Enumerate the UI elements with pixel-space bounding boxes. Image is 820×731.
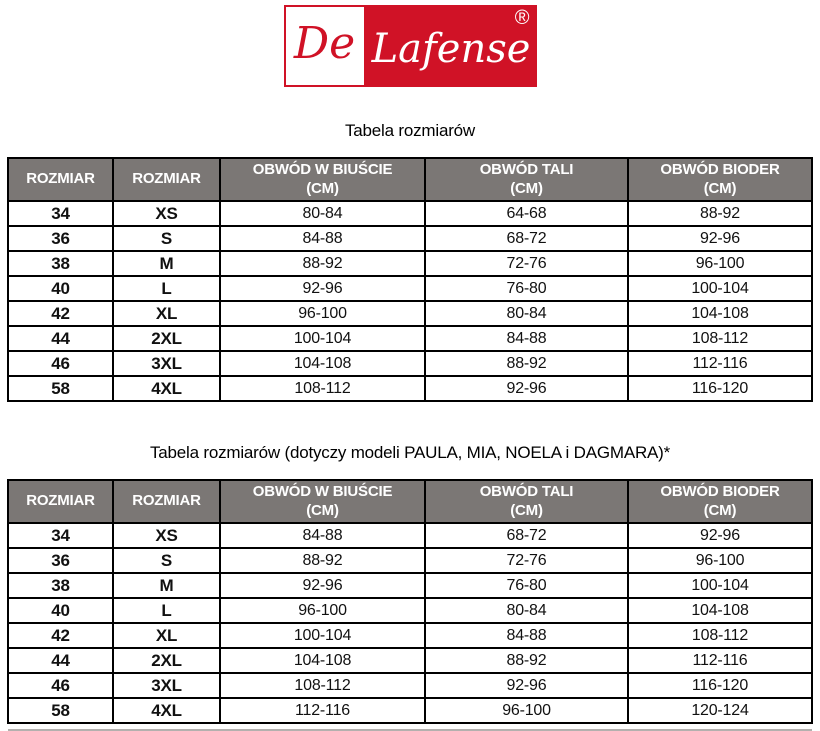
table-row — [8, 623, 812, 648]
table-1-header-row — [8, 158, 812, 201]
size-eu-cell: 38 — [8, 573, 113, 598]
hips-cell: 88-92 — [628, 201, 812, 226]
col-header-waist: OBWÓD TALI (CM) — [425, 480, 628, 523]
size-eu-cell: 44 — [8, 648, 113, 673]
size-intl-cell: 4XL — [113, 698, 220, 723]
size-intl-cell: L — [113, 598, 220, 623]
size-eu-cell: 42 — [8, 301, 113, 326]
bust-cell: 96-100 — [220, 301, 425, 326]
hips-cell: 96-100 — [628, 548, 812, 573]
col-header-rozmiar-intl: ROZMIAR — [113, 480, 220, 523]
size-intl-cell: L — [113, 276, 220, 301]
table-row — [8, 523, 812, 548]
bust-cell: 104-108 — [220, 648, 425, 673]
col-header-bust: OBWÓD W BIUŚCIE (CM) — [220, 480, 425, 523]
waist-cell: 76-80 — [425, 276, 628, 301]
bust-cell: 112-116 — [220, 698, 425, 723]
size-eu-cell: 58 — [8, 376, 113, 401]
size-table-1 — [7, 157, 813, 402]
hips-cell: 108-112 — [628, 326, 812, 351]
table-row — [8, 251, 812, 276]
bust-cell: 92-96 — [220, 276, 425, 301]
table-row — [8, 673, 812, 698]
registered-trademark-icon: ® — [514, 7, 530, 29]
col-header-bust: OBWÓD W BIUŚCIE (CM) — [220, 158, 425, 201]
size-eu-cell: 40 — [8, 276, 113, 301]
table-row — [8, 698, 812, 723]
table-1-title: Tabela rozmiarów — [344, 121, 476, 140]
bust-cell: 84-88 — [220, 226, 425, 251]
waist-cell: 64-68 — [425, 201, 628, 226]
waist-cell: 72-76 — [425, 251, 628, 276]
size-eu-cell: 34 — [8, 523, 113, 548]
hips-cell: 104-108 — [628, 598, 812, 623]
waist-cell: 68-72 — [425, 226, 628, 251]
logo-lafense-box — [366, 5, 537, 87]
size-eu-cell: 36 — [8, 226, 113, 251]
table-row — [8, 376, 812, 401]
size-intl-cell: XL — [113, 623, 220, 648]
size-eu-cell: 40 — [8, 598, 113, 623]
size-eu-cell: 34 — [8, 201, 113, 226]
table-row — [8, 301, 812, 326]
col-header-rozmiar-eu: ROZMIAR — [8, 480, 113, 523]
hips-cell: 92-96 — [628, 226, 812, 251]
table-row — [8, 226, 812, 251]
size-intl-cell: M — [113, 573, 220, 598]
waist-cell: 88-92 — [425, 351, 628, 376]
hips-cell: 100-104 — [628, 573, 812, 598]
size-eu-cell: 38 — [8, 251, 113, 276]
waist-cell: 96-100 — [425, 698, 628, 723]
table-row — [8, 276, 812, 301]
table-row — [8, 351, 812, 376]
brand-logo — [284, 5, 537, 87]
size-eu-cell: 58 — [8, 698, 113, 723]
hips-cell: 104-108 — [628, 301, 812, 326]
hips-cell: 92-96 — [628, 523, 812, 548]
size-intl-cell: M — [113, 251, 220, 276]
size-table-2 — [7, 479, 813, 724]
table-row — [8, 648, 812, 673]
size-intl-cell: 3XL — [113, 673, 220, 698]
size-intl-cell: S — [113, 548, 220, 573]
col-header-rozmiar-eu: ROZMIAR — [8, 158, 113, 201]
size-intl-cell: XS — [113, 201, 220, 226]
waist-cell: 84-88 — [425, 326, 628, 351]
waist-cell: 80-84 — [425, 301, 628, 326]
waist-cell: 88-92 — [425, 648, 628, 673]
size-intl-cell: 2XL — [113, 648, 220, 673]
hips-cell: 116-120 — [628, 673, 812, 698]
table-row — [8, 548, 812, 573]
waist-cell: 84-88 — [425, 623, 628, 648]
bust-cell: 84-88 — [220, 523, 425, 548]
table-2-header-row — [8, 480, 812, 523]
logo-lafense-text: Lafense — [371, 26, 531, 72]
size-eu-cell: 46 — [8, 351, 113, 376]
waist-cell: 72-76 — [425, 548, 628, 573]
hips-cell: 116-120 — [628, 376, 812, 401]
table-row — [8, 598, 812, 623]
hips-cell: 120-124 — [628, 698, 812, 723]
bust-cell: 96-100 — [220, 598, 425, 623]
hips-cell: 108-112 — [628, 623, 812, 648]
size-intl-cell: S — [113, 226, 220, 251]
waist-cell: 68-72 — [425, 523, 628, 548]
size-eu-cell: 46 — [8, 673, 113, 698]
waist-cell: 92-96 — [425, 673, 628, 698]
waist-cell: 76-80 — [425, 573, 628, 598]
table-1-body — [8, 201, 812, 401]
col-header-rozmiar-intl: ROZMIAR — [113, 158, 220, 201]
size-eu-cell: 44 — [8, 326, 113, 351]
size-intl-cell: 4XL — [113, 376, 220, 401]
size-intl-cell: 2XL — [113, 326, 220, 351]
bust-cell: 100-104 — [220, 623, 425, 648]
table-row — [8, 201, 812, 226]
col-header-hips: OBWÓD BIODER (CM) — [628, 158, 812, 201]
bust-cell: 108-112 — [220, 673, 425, 698]
bust-cell: 100-104 — [220, 326, 425, 351]
table-2-body — [8, 523, 812, 723]
size-intl-cell: XS — [113, 523, 220, 548]
bust-cell: 80-84 — [220, 201, 425, 226]
size-eu-cell: 36 — [8, 548, 113, 573]
bust-cell: 92-96 — [220, 573, 425, 598]
size-intl-cell: XL — [113, 301, 220, 326]
table-2-title: Tabela rozmiarów (dotyczy modeli PAULA, MIA, NOELA i DAGMARA)* — [149, 443, 671, 462]
table-row — [8, 573, 812, 598]
size-eu-cell: 42 — [8, 623, 113, 648]
col-header-waist: OBWÓD TALI (CM) — [425, 158, 628, 201]
table-row — [8, 326, 812, 351]
bust-cell: 88-92 — [220, 548, 425, 573]
bust-cell: 88-92 — [220, 251, 425, 276]
size-intl-cell: 3XL — [113, 351, 220, 376]
hips-cell: 100-104 — [628, 276, 812, 301]
logo-de-box — [284, 5, 366, 87]
col-header-hips: OBWÓD BIODER (CM) — [628, 480, 812, 523]
waist-cell: 80-84 — [425, 598, 628, 623]
hips-cell: 112-116 — [628, 648, 812, 673]
hips-cell: 96-100 — [628, 251, 812, 276]
bust-cell: 104-108 — [220, 351, 425, 376]
logo-de-text: De — [293, 18, 356, 69]
bust-cell: 108-112 — [220, 376, 425, 401]
waist-cell: 92-96 — [425, 376, 628, 401]
hips-cell: 112-116 — [628, 351, 812, 376]
